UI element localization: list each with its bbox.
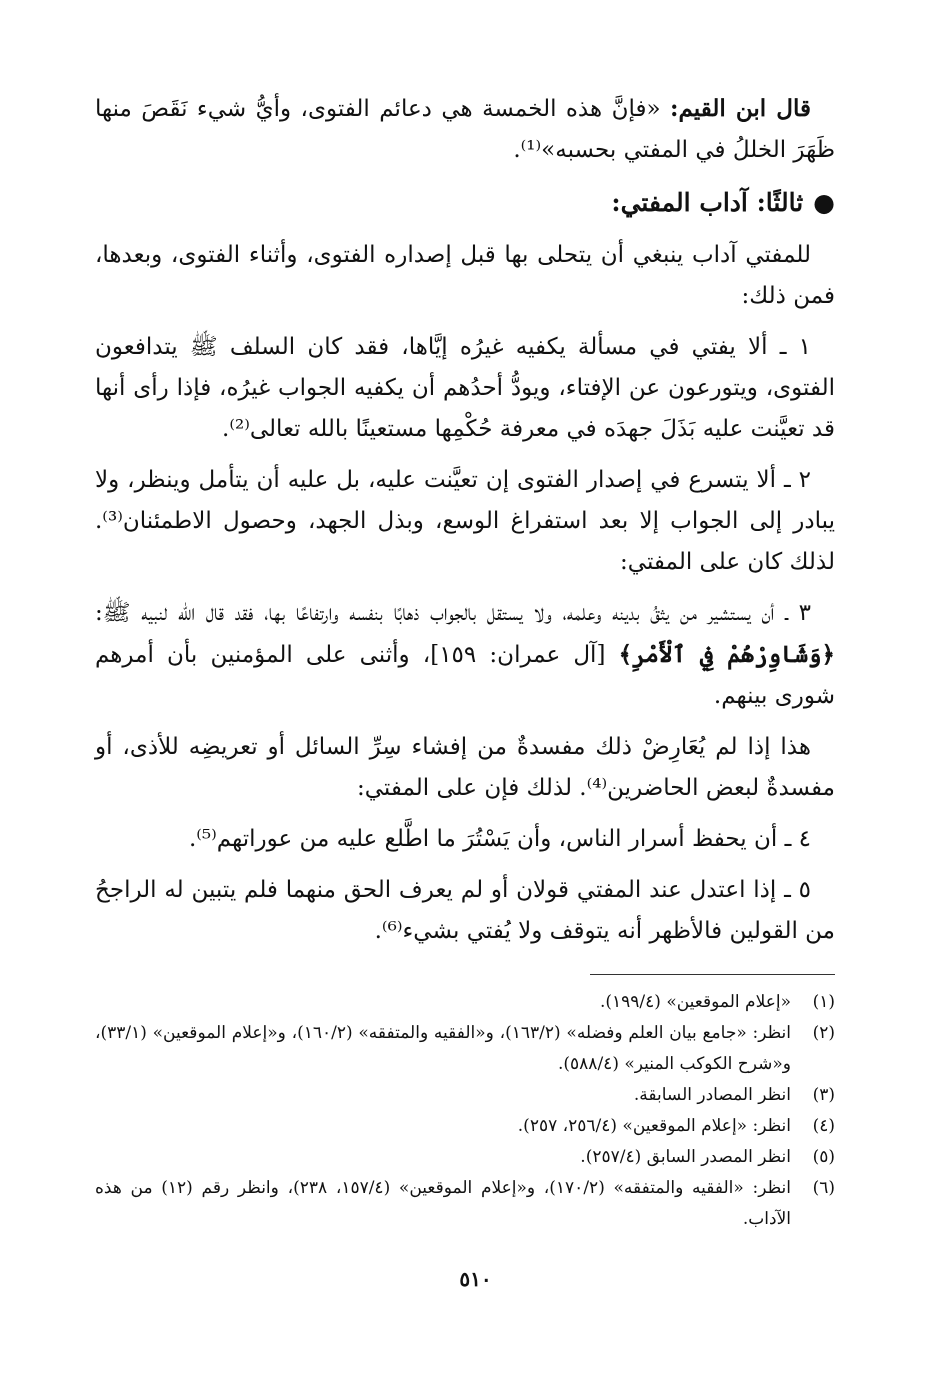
quote-text: «فإنَّ هذه الخمسة هي دعائم الفتوى، وأيُّ شيء نَقَصَ منها ظَهَرَ الخللُ في المفتي بحسبه»⁽¹⁾. (95, 96, 835, 163)
footnote-number: (٢) (812, 1023, 835, 1043)
footnote-item (95, 1111, 835, 1142)
footnote-item (95, 987, 835, 1018)
bullet-icon: ● (813, 188, 835, 217)
paragraph-item-1: ١ ـ ألا يفتي في مسألة يكفيه غيرُه إيَّاها، فقد كان السلف ﷺ يتدافعون الفتوى، ويتورعون عن الإفتاء، ويودُّ أحدُهم أن يكفيه الجواب غيرُه، فإذا رأى أنها قد تعيَّنت عليه بَذَلَ جهدَه في معرفة حُكْمِها مستعينًا بالله تعالى⁽²⁾. (95, 334, 835, 442)
footnote-text: انظر المصدر السابق (٢٥٧/٤). (580, 1147, 791, 1167)
paragraph-intro: للمفتي آداب ينبغي أن يتحلى بها قبل إصداره الفتوى، وأثناء الفتوى، وبعدها، فمن ذلك: (95, 242, 835, 309)
footnote-number: (٥) (812, 1147, 835, 1167)
footnote-text: «إعلام الموقعين» (١٩٩/٤). (599, 992, 791, 1012)
paragraph-item-4: ٤ ـ أن يحفظ أسرار الناس، وأن يَسْتُرَ ما اطَّلع عليه من عوراتهم⁽⁵⁾. (188, 826, 811, 852)
footnote-item (95, 1018, 835, 1080)
paragraph-item-2: ٢ ـ ألا يتسرع في إصدار الفتوى إن تعيَّنت عليه، بل عليه أن يتأمل وينظر، ولا يبادر إلى الجواب إلا بعد استفراغ الوسع، وبذل الجهد، وحصول الاطمئنان⁽³⁾. لذلك كان على المفتي: (95, 467, 835, 575)
paragraph-condition: هذا إذا لم يُعَارِضْ ذلك مفسدةٌ من إفشاء سِرِّ السائل أو تعريضِه للأذى، أو مفسدةٌ لبعض الحاضرين⁽⁴⁾. لذلك فإن على المفتي: (95, 734, 835, 801)
quran-verse: ﴿وَشَاوِرْهُمْ فِي ٱلْأَمْرِ﴾ (618, 641, 835, 668)
item-3-text-b: [آل عمران: ١٥٩]، وأثنى على المؤمنين بأن أمرهم شورى بينهم. (95, 642, 835, 709)
footnote-number: (٣) (812, 1085, 835, 1105)
footnote-text: انظر: «جامع بيان العلم وفضله» (١٦٣/٢)، و«الفقيه والمتفقه» (١٦٠/٢)، و«إعلام الموقعين» (٣٣/١)، و«شرح الكوكب المنير» (٥٨٨/٤). (95, 1023, 791, 1074)
footnote-number: (٦) (812, 1178, 835, 1198)
item-3-text-a: ٣ ـ أن يستشير من يثقُ بدينه وعلمه، ولا يستقل بالجواب ذهابًا بنفسه وارتفاعًا بها، فقد قال الله لنبيه ﷺ: (95, 600, 811, 626)
page-body (95, 88, 835, 1235)
main-text (95, 88, 835, 952)
footnote-text: انظر: «الفقيه والمتفقه» (١٧٠/٢)، و«إعلام الموقعين» (١٥٧/٤، ٢٣٨)، وانظر رقم (١٢) من هذه الآداب. (95, 1178, 791, 1229)
footnotes (95, 987, 835, 1235)
paragraph-item-5: ٥ ـ إذا اعتدل عند المفتي قولان أو لم يعرف الحق منهما فلم يتبين له الراجحُ من القولين فالأظهر أنه يتوقف ولا يُفتي بشيء⁽⁶⁾. (95, 877, 835, 944)
quote-lead: قال ابن القيم: (669, 95, 811, 122)
section-heading (95, 181, 835, 225)
footnote-number: (٤) (812, 1116, 835, 1136)
footnote-item (95, 1173, 835, 1235)
footnote-item (95, 1142, 835, 1173)
footnote-text: انظر المصادر السابقة. (633, 1085, 791, 1105)
footnote-text: انظر: «إعلام الموقعين» (٢٥٦/٤، ٢٥٧). (517, 1116, 791, 1136)
footnote-divider (590, 974, 835, 975)
footnote-number: (١) (812, 992, 835, 1012)
footnote-item (95, 1080, 835, 1111)
paragraph-item-3 (95, 593, 835, 717)
page-number: ٥١٠ (459, 1267, 492, 1291)
section-heading-text: ثالثًا: آداب المفتي: (611, 188, 804, 217)
paragraph-ibn-alqayyim-quote (95, 88, 835, 171)
